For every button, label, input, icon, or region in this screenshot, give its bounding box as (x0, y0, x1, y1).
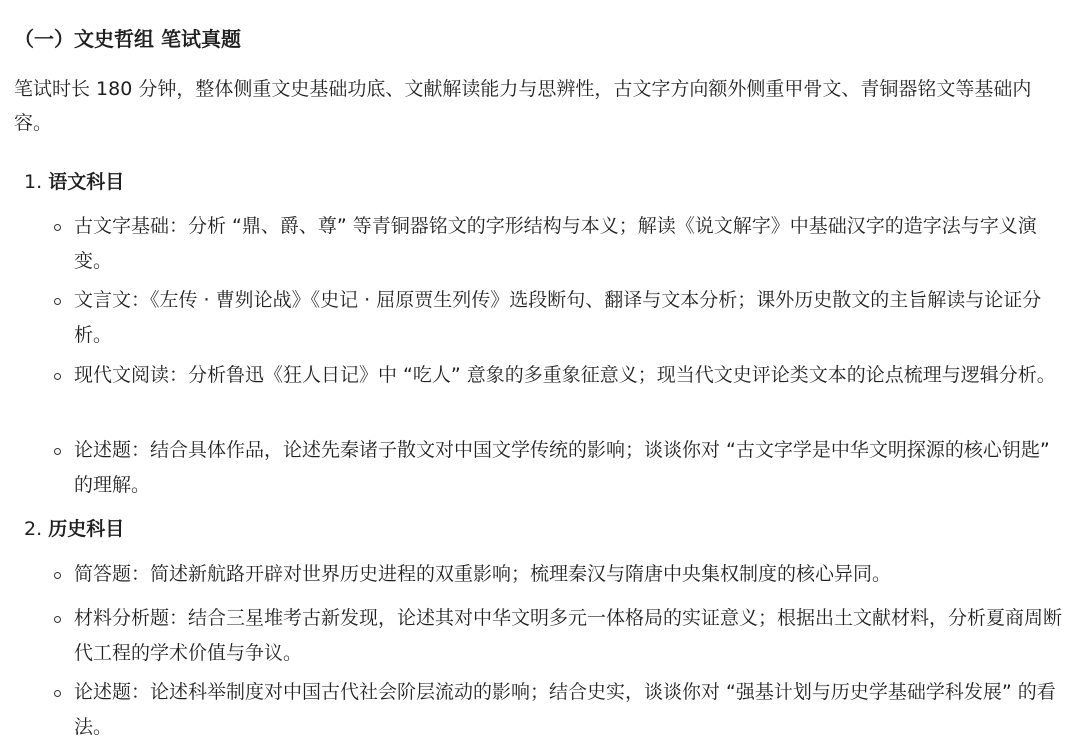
subject-number: 1. (24, 171, 43, 193)
bullet-icon (54, 373, 61, 380)
list-item: 材料分析题：结合三星堆考古新发现，论述其对中华文明多元一体格局的实证意义；根据出土文献材料，分析夏商周断代工程的学术价值与争议。 (74, 607, 1063, 664)
subject-number: 2. (24, 518, 43, 540)
bullet-icon (54, 616, 61, 623)
list-item: 现代文阅读：分析鲁迅《狂人日记》中 “吃人” 意象的多重象征意义；现当代文史评论类文本的论点梳理与逻辑分析。 (74, 364, 1056, 386)
subject-heading-chinese (24, 167, 124, 197)
subject-heading-history (24, 514, 124, 544)
subject-name: 历史科目 (48, 518, 125, 540)
list-item: 论述题：结合具体作品，论述先秦诸子散文对中国文学传统的影响；谈谈你对 “古文字学是中华文明探源的核心钥匙” 的理解。 (74, 439, 1050, 496)
list-item: 简答题：简述新航路开辟对世界历史进程的双重影响；梳理秦汉与隋唐中央集权制度的核心异同。 (74, 563, 892, 585)
bullet-icon (54, 448, 61, 455)
list-item: 文言文：《左传 · 曹刿论战》《史记 · 屈原贾生列传》选段断句、翻译与文本分析；课外历史散文的主旨解读与论证分析。 (74, 289, 1042, 346)
bullet-icon (54, 690, 61, 697)
subject-name: 语文科目 (48, 171, 125, 193)
bullet-icon (54, 224, 61, 231)
bullet-icon (54, 298, 61, 305)
bullet-icon (54, 572, 61, 579)
section-intro: 笔试时长 180 分钟，整体侧重文史基础功底、文献解读能力与思辨性，古文字方向额外侧重甲骨文、青铜器铭文等基础内容。 (14, 78, 1032, 134)
list-item: 古文字基础：分析 “鼎、爵、尊” 等青铜器铭文的字形结构与本义；解读《说文解字》中基础汉字的造字法与字义演变。 (74, 215, 1037, 272)
section-heading: （一）文史哲组 笔试真题 (14, 27, 241, 51)
list-item: 论述题：论述科举制度对中国古代社会阶层流动的影响；结合史实，谈谈你对 “强基计划与历史学基础学科发展” 的看法。 (74, 681, 1056, 738)
